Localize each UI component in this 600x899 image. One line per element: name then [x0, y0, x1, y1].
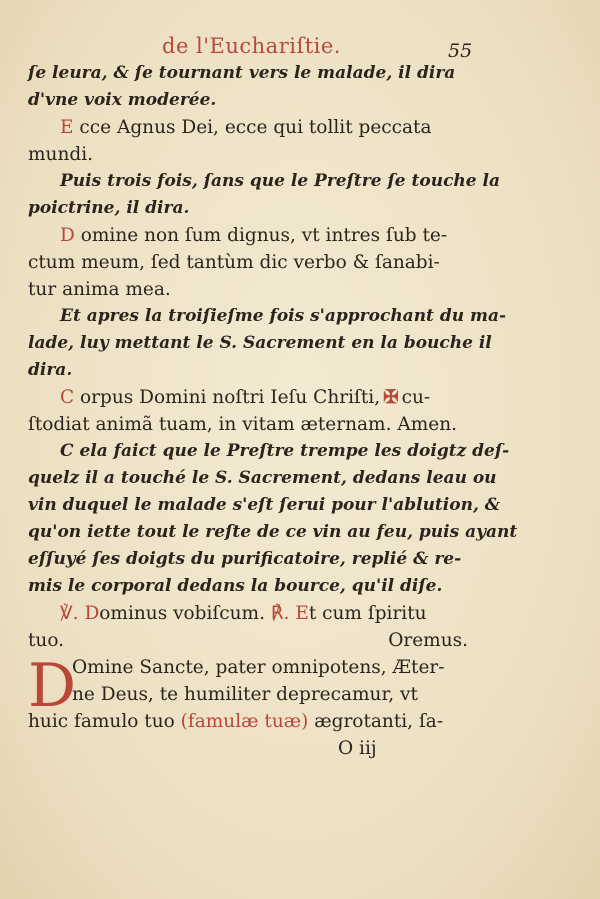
prayer-text: ne Deus, te humiliter deprecamur, vt [72, 684, 418, 705]
prayer-line [28, 141, 468, 168]
rubric-line [28, 573, 468, 600]
versicle-symbol: ℣. [60, 603, 79, 624]
rubric-text: eſſuyé ſes doigts du purificatoire, replié & re- [28, 549, 462, 569]
initial-letter: E cce Agnus Dei, ecce qui tollit peccata [60, 117, 432, 138]
rubric-line [28, 546, 468, 573]
prayer-text: tuo. [28, 630, 65, 651]
prayer-line [28, 114, 468, 141]
prayer-text: ſtodiat animã tuam, in vitam æternam. Amen. [28, 414, 457, 435]
versicle-line [28, 627, 468, 654]
rubric-line [28, 87, 468, 114]
signature-mark [28, 735, 468, 762]
page-number: 55 [448, 40, 473, 62]
prayer-line [28, 384, 468, 411]
rubric-text: dira. [28, 360, 73, 380]
versicle-text: ℣. Dominus vobiſcum. ℟. Et cum ſpiritu [60, 603, 427, 624]
running-title: de l'Euchariſtie. [162, 34, 341, 58]
rubric-text: quelz il a touché le S. Sacrement, dedans leau ou [28, 468, 497, 488]
rubric-text: poictrine, il dira. [28, 198, 190, 218]
rubric-line [28, 438, 510, 465]
rubric-text: Et apres la troiſieſme fois s'approchant du ma- [60, 306, 507, 326]
prayer-line [28, 411, 468, 438]
rubric-text: mis le corporal dedans la bource, qu'il diſe. [28, 576, 443, 596]
rubric-line [28, 60, 468, 87]
rubric-line [28, 330, 492, 357]
prayer-text: mundi. [28, 144, 94, 165]
prayer-line [28, 222, 468, 249]
signature-text: O iij [338, 738, 377, 759]
rubric-text: ſe leura, & ſe tournant vers le malade, il dira [28, 63, 456, 83]
rubric-text: vin duquel le malade s'eſt ſerui pour l'ablution, & [28, 495, 501, 515]
prayer-text: ctum meum, ſed tantùm dic verbo & ſanabi- [28, 252, 440, 273]
oremus-text: Oremus. [388, 630, 468, 651]
prayer-text: tur anima mea. [28, 279, 171, 300]
prayer-line [28, 681, 468, 708]
rubric-text: Puis trois fois, ſans que le Preſtre ſe touche la [60, 171, 500, 191]
prayer-text: huic famulo tuo (famulæ tuæ) ægrotanti, ſa- [28, 711, 444, 732]
prayer-text: Omine Sancte, pater omnipotens, Æter- [72, 657, 445, 678]
response-symbol: ℟. [270, 603, 290, 624]
prayer-line [28, 654, 468, 681]
versicle-line [28, 600, 468, 627]
rubric-line [28, 492, 501, 519]
rubric-line [28, 195, 468, 222]
prayer-line [28, 708, 468, 735]
rubric-line [28, 465, 497, 492]
rubric-line [28, 303, 507, 330]
drop-cap: D [28, 651, 77, 721]
rubric-text: C ela faict que le Preſtre trempe les doigtz deſ- [60, 441, 510, 461]
rubric-line [28, 357, 468, 384]
prayer-text: C orpus Domini noſtri Ieſu Chriſti, ✠ cu- [60, 387, 431, 408]
rubric-line [28, 519, 518, 546]
prayer-line [28, 276, 468, 303]
rubric-text: qu'on iette tout le reſte de ce vin au feu, puis ayant [28, 522, 518, 542]
rubric-text: lade, luy mettant le S. Sacrement en la bouche il [28, 333, 492, 353]
cross-symbol: ✠ [383, 387, 399, 408]
prayer-paragraph [28, 651, 468, 735]
rubric-line [28, 168, 500, 195]
text-block [28, 60, 518, 762]
rubric-text: d'vne voix moderée. [28, 90, 217, 110]
prayer-line [28, 249, 468, 276]
initial-letter: D omine non ſum dignus, vt intres ſub te- [60, 225, 448, 246]
parenthetical: (famulæ tuæ) [180, 711, 309, 732]
